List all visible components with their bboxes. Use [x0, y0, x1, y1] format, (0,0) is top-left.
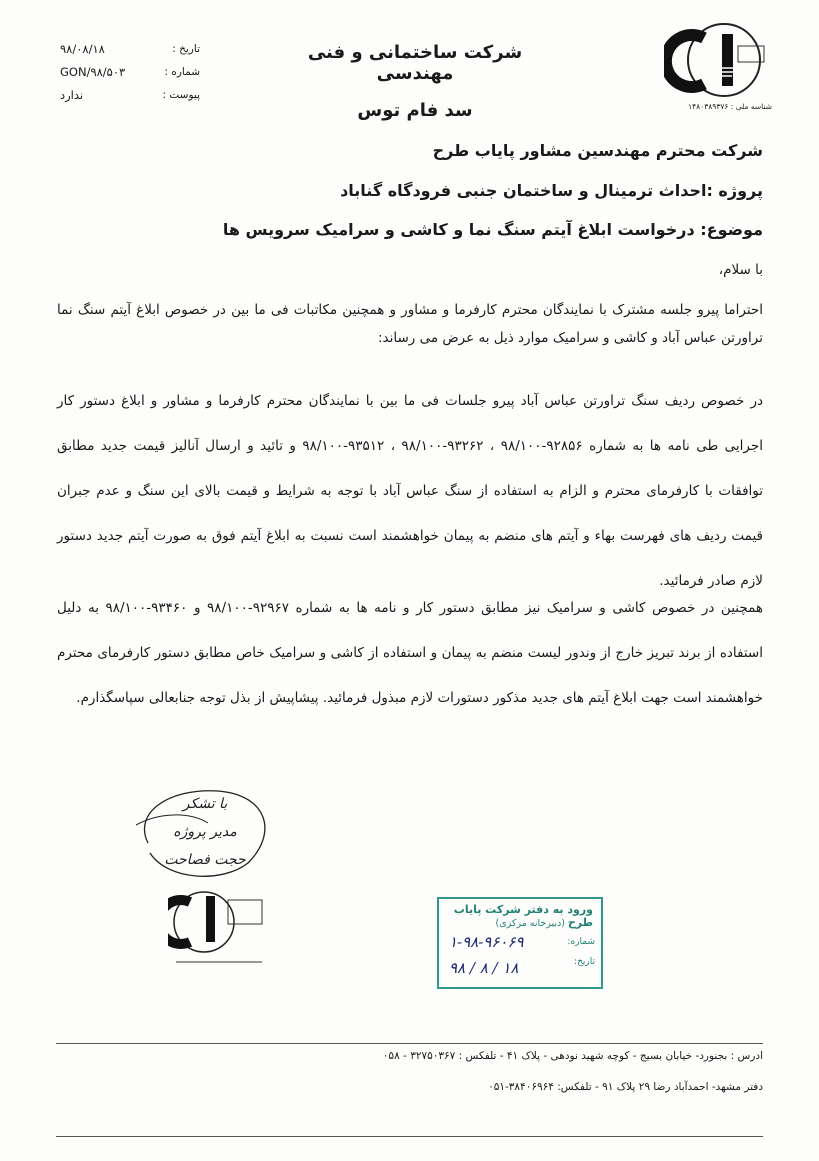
- company-logo: [664, 16, 776, 114]
- subject-line: موضوع: درخواست ابلاغ آیتم سنگ نما و کاشی و سرامیک سرویس ها: [222, 220, 763, 239]
- logo-caption: شناسه ملی : ۱۴۸۰۳۸۹۳۷۶: [688, 102, 772, 111]
- company-seal-icon: [168, 880, 268, 970]
- meta-attachment: [60, 84, 200, 107]
- company-seal: [168, 880, 268, 970]
- company-line2: سد فام توس: [357, 100, 473, 121]
- body-paragraph-3: همچنین در خصوص کاشی و سرامیک نیز مطابق دستور کار و نامه ها به شماره ۹۲۹۶۷-۹۸/۱۰۰ و ۹۳۴۶۰-۹۸/۱۰۰ به دلیل استفاده از برند تبریز خارج از وندور لیست منضم به پیمان و استفاده از کاشی و سرامیک خاص مطابق دستور کارفرمای محترم خواهشمند است جهت ابلاغ آیتم های جدید مذکور دستورات لازم مبذول فرمائید. پیشاپیش از بذل توجه جنابعالی سپاسگذارم.: [57, 600, 763, 706]
- addressee: شرکت محترم مهندسین مشاور پایاب طرح: [432, 141, 763, 160]
- signature-name: حجت فصاحت: [164, 852, 246, 868]
- meta-attachment-label: پیوست :: [162, 89, 200, 101]
- meta-number: [60, 61, 200, 84]
- company-logo-icon: [664, 16, 776, 114]
- received-stamp: [437, 897, 603, 989]
- footer-address-1: ادرس : بجنورد- خیابان بسیج - کوچه شهید نودهی - پلاک ۴۱ - تلفکس : ۳۲۷۵۰۳۶۷ - ۰۵۸: [382, 1050, 763, 1062]
- signature-block: [150, 790, 260, 874]
- meta-date: [60, 38, 200, 61]
- company-line1: شرکت ساختمانی و فنی مهندسی: [307, 42, 523, 84]
- body-paragraph-2: در خصوص ردیف سنگ تراورتن عباس آباد پیرو جلسات فی ما بین با نمایندگان محترم کارفرما و مشاور و ابلاغ دستور کار اجرایی طی نامه ها به شماره ۹۲۸۵۶-۹۸/۱۰۰ ، ۹۳۲۶۲-۹۸/۱۰۰ ، ۹۳۵۱۲-۹۸/۱۰۰ و تائید و ارسال آنالیز قیمت جدید مطابق توافقات با کارفرمای محترم و الزام به استفاده از سنگ عباس آباد با توجه به شرایط و قیمت بالای این سنگ و عدم جبران قیمت ردیف های فهرست بهاء و آیتم های منضم به پیمان خواهشمند است نسبت به ابلاغ آیتم فوق به صورت آیتم جدید دستور لازم صادر فرمائید.: [57, 393, 763, 589]
- footer-address-2: دفتر مشهد- احمدآباد رضا ۲۹ پلاک ۹۱ - تلفکس: ۳۸۴۰۶۹۶۴-۰۵۱: [488, 1081, 763, 1093]
- signature-thanks: با تشکر: [182, 796, 228, 812]
- meta-attachment-value: ندارد: [60, 88, 84, 102]
- letter-meta: [60, 38, 200, 107]
- stamp-date-value: ۹۸ / ۸ / ۱۸: [449, 959, 519, 977]
- body-paragraph-1: احتراما پیرو جلسه مشترک با نمایندگان محترم کارفرما و مشاور و همچنین مکاتبات فی ما بین در خصوص ابلاغ آیتم سنگ نما تراورتن عباس آباد و کاشی و سرامیک موارد ذیل به عرض می رساند:: [57, 302, 763, 346]
- footer-divider-bottom: [56, 1136, 763, 1137]
- greeting: با سلام،: [718, 262, 763, 278]
- footer-divider: [56, 1043, 763, 1044]
- stamp-number-label: شماره:: [567, 937, 595, 947]
- stamp-title: ورود به دفتر شرکت پایاب طرح: [453, 903, 593, 929]
- signature-title: مدیر پروژه: [173, 824, 237, 840]
- company-name: [270, 42, 560, 121]
- meta-date-value: ۹۸/۰۸/۱۸: [60, 42, 105, 56]
- meta-number-value: GON/۹۸/۵۰۳: [60, 65, 126, 79]
- meta-number-label: شماره :: [164, 66, 200, 78]
- meta-date-label: تاریخ :: [172, 43, 200, 55]
- stamp-date-label: تاریخ:: [574, 957, 595, 967]
- stamp-subtitle: (دبیرخانه مرکزی): [495, 918, 565, 929]
- project-line: پروژه :احداث ترمینال و ساختمان جنبی فرودگاه گناباد: [340, 181, 763, 200]
- stamp-number-value: ۱-۹۸-۹۶۰۶۹: [449, 933, 524, 951]
